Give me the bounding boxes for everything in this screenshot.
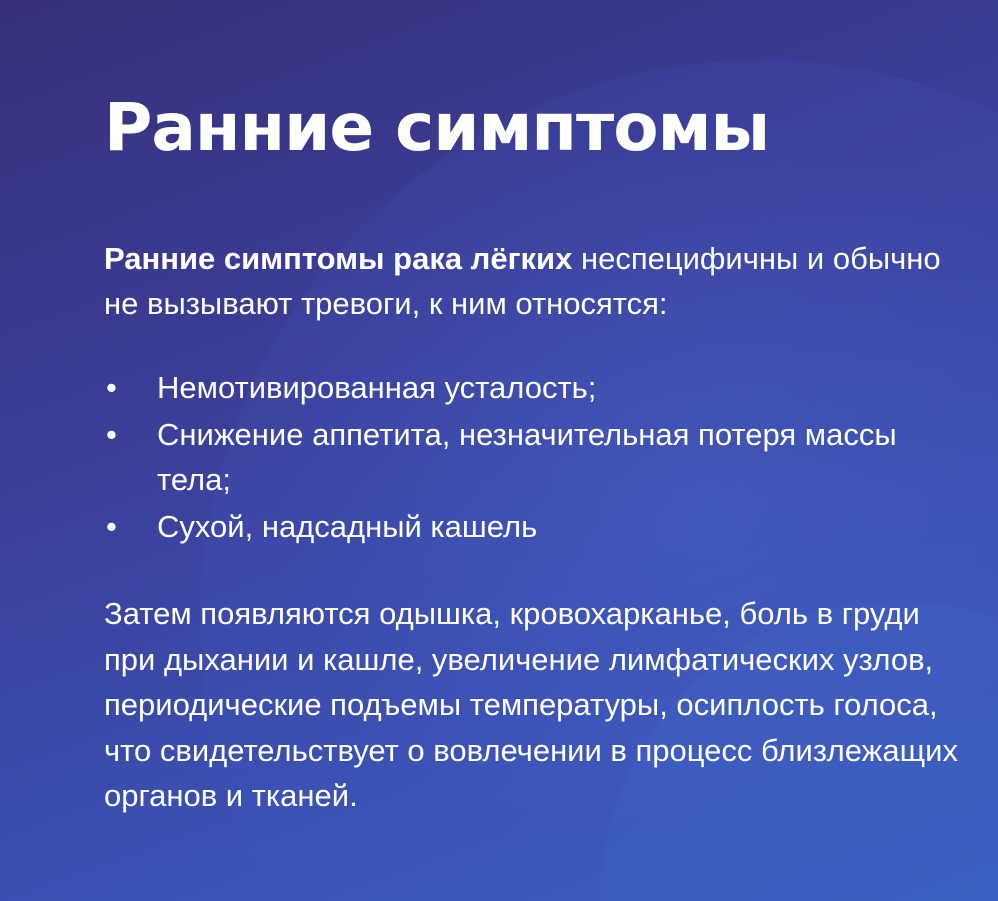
bullet-icon: • <box>106 417 117 452</box>
outro-paragraph: Затем появляются одышка, кровохарканье, боль в груди при дыхании и кашле, увеличение лимфатических узлов, периодические подъемы температуры, осиплость голоса, что свидетельствует о вовлечении в процесс близлежащих органов и тканей. <box>104 596 958 813</box>
intro-paragraph <box>104 236 964 326</box>
list-item <box>104 365 964 410</box>
list-item <box>104 412 964 502</box>
symptom-text: Немотивированная усталость; <box>157 370 597 405</box>
bullet-icon: • <box>106 509 117 544</box>
symptom-text: Сухой, надсадный кашель <box>157 509 538 544</box>
symptom-text: Снижение аппетита, незначительная потеря массы тела; <box>157 417 897 497</box>
intro-bold-text: Ранние симптомы рака лёгких <box>104 241 573 276</box>
bullet-icon: • <box>106 370 117 405</box>
symptom-list <box>104 365 964 551</box>
intro-text: неспецифичны и обычно не вызывают тревоги, к ним относятся: <box>104 241 941 321</box>
list-item <box>104 504 964 549</box>
page-title: Ранние симптомы <box>104 89 770 166</box>
